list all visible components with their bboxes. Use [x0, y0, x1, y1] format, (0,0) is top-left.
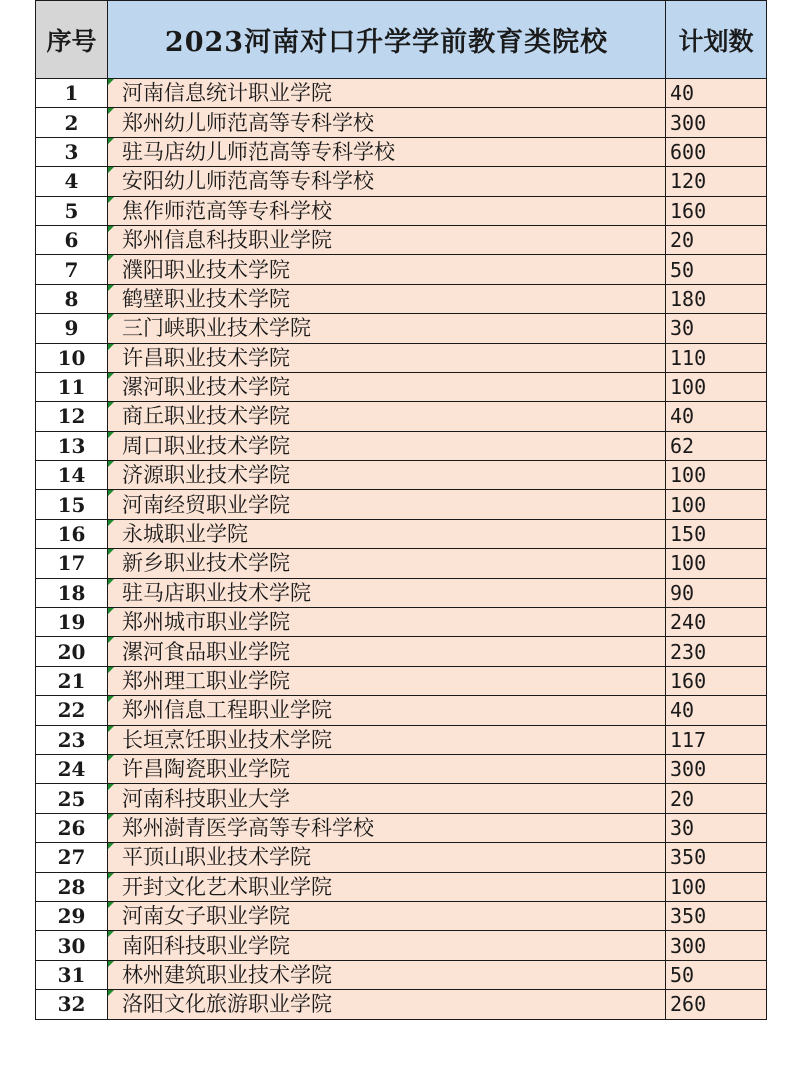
school-name-cell[interactable]: 安阳幼儿师范高等专科学校 — [108, 167, 666, 196]
serial-number-cell[interactable]: 10 — [36, 343, 108, 372]
school-name-cell[interactable]: 林州建筑职业技术学院 — [108, 960, 666, 989]
school-name-cell[interactable]: 河南经贸职业学院 — [108, 490, 666, 519]
plan-count-cell[interactable]: 260 — [666, 990, 767, 1019]
serial-number-cell[interactable]: 13 — [36, 431, 108, 460]
serial-number-cell[interactable]: 15 — [36, 490, 108, 519]
school-name-cell[interactable]: 鹤壁职业技术学院 — [108, 284, 666, 313]
serial-number-cell[interactable]: 25 — [36, 784, 108, 813]
school-name-cell[interactable]: 许昌职业技术学院 — [108, 343, 666, 372]
school-name-cell[interactable]: 郑州幼儿师范高等专科学校 — [108, 108, 666, 137]
plan-count-cell[interactable]: 160 — [666, 196, 767, 225]
table-row — [36, 637, 767, 666]
school-name-cell[interactable]: 郑州理工职业学院 — [108, 666, 666, 695]
table-row — [36, 137, 767, 166]
plan-count-cell[interactable]: 40 — [666, 79, 767, 108]
plan-count-cell[interactable]: 20 — [666, 225, 767, 254]
plan-count-cell[interactable]: 30 — [666, 813, 767, 842]
plan-count-cell[interactable]: 90 — [666, 578, 767, 607]
serial-number-cell[interactable]: 8 — [36, 284, 108, 313]
plan-count-cell[interactable]: 100 — [666, 461, 767, 490]
table-row — [36, 490, 767, 519]
serial-number-cell[interactable]: 1 — [36, 79, 108, 108]
serial-number-cell[interactable]: 29 — [36, 901, 108, 930]
plan-count-cell[interactable]: 600 — [666, 137, 767, 166]
schools-table — [35, 0, 767, 1020]
plan-count-cell[interactable]: 120 — [666, 167, 767, 196]
table-row — [36, 843, 767, 872]
serial-number-cell[interactable]: 30 — [36, 931, 108, 960]
school-name-cell[interactable]: 开封文化艺术职业学院 — [108, 872, 666, 901]
plan-count-cell[interactable]: 110 — [666, 343, 767, 372]
school-name-cell[interactable]: 焦作师范高等专科学校 — [108, 196, 666, 225]
table-row — [36, 167, 767, 196]
serial-number-cell[interactable]: 24 — [36, 754, 108, 783]
plan-count-cell[interactable]: 350 — [666, 843, 767, 872]
serial-number-cell[interactable]: 28 — [36, 872, 108, 901]
serial-number-cell[interactable]: 20 — [36, 637, 108, 666]
serial-number-cell[interactable]: 4 — [36, 167, 108, 196]
table-row — [36, 666, 767, 695]
school-name-cell[interactable]: 漯河职业技术学院 — [108, 372, 666, 401]
serial-number-cell[interactable]: 12 — [36, 402, 108, 431]
school-name-cell[interactable]: 新乡职业技术学院 — [108, 549, 666, 578]
header-title[interactable]: 2023河南对口升学学前教育类院校 — [108, 1, 666, 79]
school-name-cell[interactable]: 长垣烹饪职业技术学院 — [108, 725, 666, 754]
table-row — [36, 519, 767, 548]
school-name-cell[interactable]: 商丘职业技术学院 — [108, 402, 666, 431]
serial-number-cell[interactable]: 17 — [36, 549, 108, 578]
header-serial-number[interactable]: 序号 — [36, 1, 108, 79]
school-name-cell[interactable]: 郑州信息科技职业学院 — [108, 225, 666, 254]
school-name-cell[interactable]: 河南信息统计职业学院 — [108, 79, 666, 108]
table-row — [36, 578, 767, 607]
plan-count-cell[interactable]: 350 — [666, 901, 767, 930]
serial-number-cell[interactable]: 31 — [36, 960, 108, 989]
table-row — [36, 608, 767, 637]
table-row — [36, 79, 767, 108]
table-row — [36, 725, 767, 754]
school-name-cell[interactable]: 郑州澍青医学高等专科学校 — [108, 813, 666, 842]
table-row — [36, 931, 767, 960]
plan-count-cell[interactable]: 40 — [666, 696, 767, 725]
serial-number-cell[interactable]: 11 — [36, 372, 108, 401]
plan-count-cell[interactable]: 62 — [666, 431, 767, 460]
serial-number-cell[interactable]: 7 — [36, 255, 108, 284]
serial-number-cell[interactable]: 22 — [36, 696, 108, 725]
serial-number-cell[interactable]: 5 — [36, 196, 108, 225]
school-name-cell[interactable]: 漯河食品职业学院 — [108, 637, 666, 666]
plan-count-cell[interactable]: 100 — [666, 490, 767, 519]
plan-count-cell[interactable]: 160 — [666, 666, 767, 695]
serial-number-cell[interactable]: 16 — [36, 519, 108, 548]
plan-count-cell[interactable]: 50 — [666, 255, 767, 284]
serial-number-cell[interactable]: 21 — [36, 666, 108, 695]
school-name-cell[interactable]: 河南女子职业学院 — [108, 901, 666, 930]
serial-number-cell[interactable]: 27 — [36, 843, 108, 872]
plan-count-cell[interactable]: 300 — [666, 754, 767, 783]
plan-count-cell[interactable]: 100 — [666, 872, 767, 901]
school-name-cell[interactable]: 许昌陶瓷职业学院 — [108, 754, 666, 783]
table-row — [36, 960, 767, 989]
table-row — [36, 461, 767, 490]
table-row — [36, 196, 767, 225]
table-row — [36, 372, 767, 401]
plan-count-cell[interactable]: 100 — [666, 549, 767, 578]
school-name-cell[interactable]: 南阳科技职业学院 — [108, 931, 666, 960]
school-name-cell[interactable]: 三门峡职业技术学院 — [108, 314, 666, 343]
school-name-cell[interactable]: 济源职业技术学院 — [108, 461, 666, 490]
table-row — [36, 314, 767, 343]
plan-count-cell[interactable]: 40 — [666, 402, 767, 431]
table-row — [36, 754, 767, 783]
table-row — [36, 284, 767, 313]
school-name-cell[interactable]: 郑州城市职业学院 — [108, 608, 666, 637]
plan-count-cell[interactable]: 180 — [666, 284, 767, 313]
serial-number-cell[interactable]: 26 — [36, 813, 108, 842]
school-name-cell[interactable]: 驻马店职业技术学院 — [108, 578, 666, 607]
plan-count-cell[interactable]: 230 — [666, 637, 767, 666]
plan-count-cell[interactable]: 100 — [666, 372, 767, 401]
plan-count-cell[interactable]: 150 — [666, 519, 767, 548]
serial-number-cell[interactable]: 18 — [36, 578, 108, 607]
school-name-cell[interactable]: 永城职业学院 — [108, 519, 666, 548]
school-name-cell[interactable]: 濮阳职业技术学院 — [108, 255, 666, 284]
header-row — [36, 1, 767, 79]
serial-number-cell[interactable]: 32 — [36, 990, 108, 1019]
plan-count-cell[interactable]: 117 — [666, 725, 767, 754]
header-plan-count[interactable]: 计划数 — [666, 1, 767, 79]
table-row — [36, 990, 767, 1019]
table-body — [36, 79, 767, 1020]
table-row — [36, 343, 767, 372]
plan-count-cell[interactable]: 50 — [666, 960, 767, 989]
table-row — [36, 696, 767, 725]
table-row — [36, 108, 767, 137]
table-row — [36, 402, 767, 431]
plan-count-cell[interactable]: 300 — [666, 931, 767, 960]
table-row — [36, 431, 767, 460]
serial-number-cell[interactable]: 2 — [36, 108, 108, 137]
serial-number-cell[interactable]: 9 — [36, 314, 108, 343]
school-name-cell[interactable]: 洛阳文化旅游职业学院 — [108, 990, 666, 1019]
serial-number-cell[interactable]: 19 — [36, 608, 108, 637]
plan-count-cell[interactable]: 20 — [666, 784, 767, 813]
serial-number-cell[interactable]: 6 — [36, 225, 108, 254]
school-name-cell[interactable]: 周口职业技术学院 — [108, 431, 666, 460]
table-row — [36, 872, 767, 901]
plan-count-cell[interactable]: 30 — [666, 314, 767, 343]
plan-count-cell[interactable]: 300 — [666, 108, 767, 137]
table-row — [36, 901, 767, 930]
plan-count-cell[interactable]: 240 — [666, 608, 767, 637]
table-row — [36, 784, 767, 813]
school-name-cell[interactable]: 河南科技职业大学 — [108, 784, 666, 813]
serial-number-cell[interactable]: 23 — [36, 725, 108, 754]
table-row — [36, 549, 767, 578]
school-name-cell[interactable]: 平顶山职业技术学院 — [108, 843, 666, 872]
serial-number-cell[interactable]: 14 — [36, 461, 108, 490]
table-row — [36, 255, 767, 284]
table-row — [36, 225, 767, 254]
table-row — [36, 813, 767, 842]
school-name-cell[interactable]: 驻马店幼儿师范高等专科学校 — [108, 137, 666, 166]
serial-number-cell[interactable]: 3 — [36, 137, 108, 166]
school-name-cell[interactable]: 郑州信息工程职业学院 — [108, 696, 666, 725]
